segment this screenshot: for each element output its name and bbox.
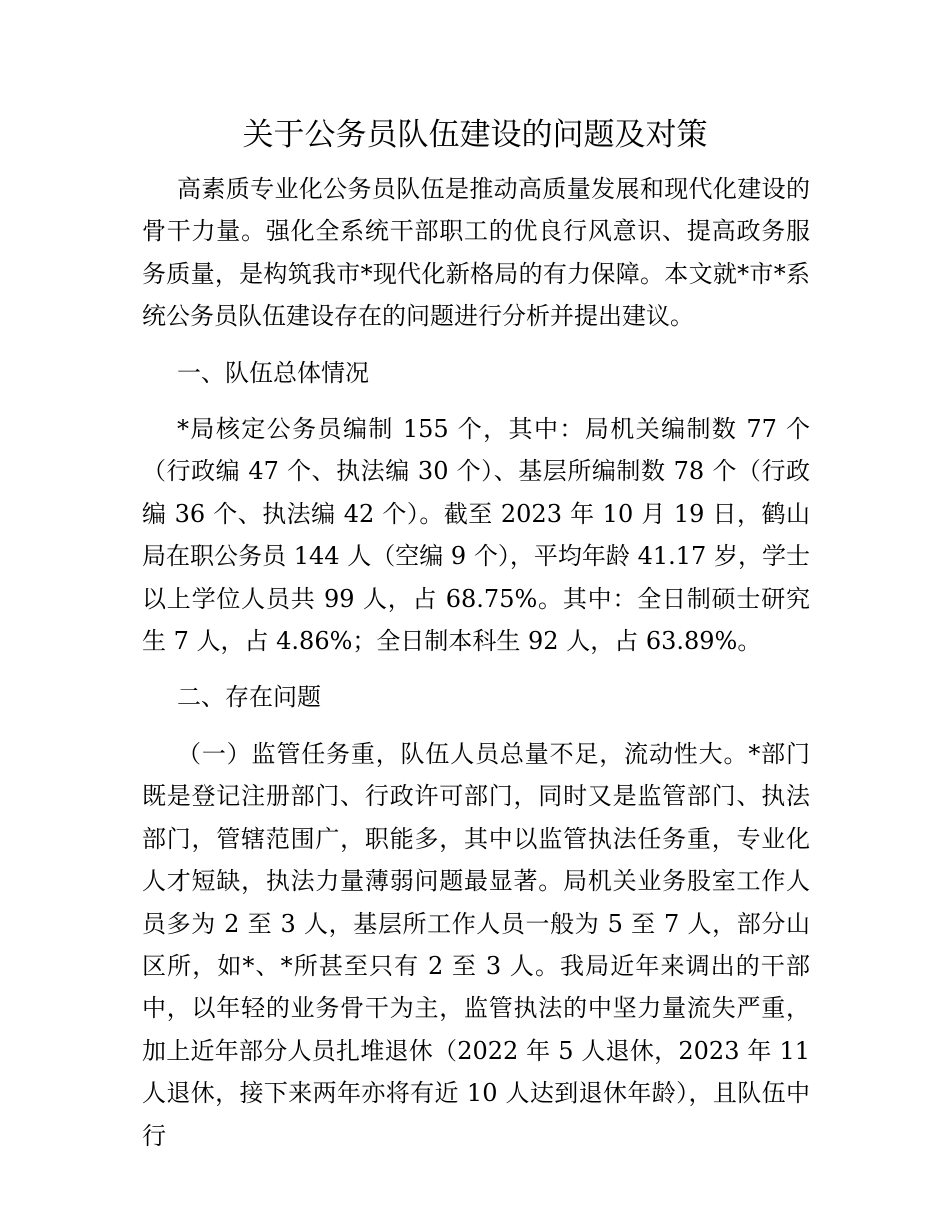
document-body [142, 168, 810, 1157]
intro-paragraph: 高素质专业化公务员队伍是推动高质量发展和现代化建设的骨干力量。强化全系统干部职工的优良行风意识、提高政务服务质量，是构筑我市*现代化新格局的有力保障。本文就*市*系统公务员队伍建设存在的问题进行分析并提出建议。 [142, 175, 810, 331]
section-heading-overview: 一、队伍总体情况 [177, 358, 369, 387]
problem-paragraph-1: （一）监管任务重，队伍人员总量不足，流动性大。*部门既是登记注册部门、行政许可部门，同时又是监管部门、执法部门，管辖范围广，职能多，其中以监管执法任务重，专业化人才短缺，执法力量薄弱问题最显著。局机关业务股室工作人员多为 2 至 3 人，基层所工作人员一般为 5 至 7 人，部分山区所，如*、*所甚至只有 2 至 3 人。我局近年来调出的干部中，以年轻的业务骨干为主，监管执法的中坚力量流失严重，加上近年部分人员扎堆退休（2022 年 5 人退休，2023 年 11 人退休，接下来两年亦将有近 10 人达到退休年龄），且队伍中行 [142, 739, 810, 1150]
overview-paragraph: *局核定公务员编制 155 个，其中：局机关编制数 77 个（行政编 47 个、执法编 30 个）、基层所编制数 78 个（行政编 36 个、执法编 42 个）。截至 2023 年 10 月 19 日，鹤山局在职公务员 144 人（空编 9 个），平均年龄 41.17 岁，学士以上学位人员共 99 人，占 68.75%。其中：全日制硕士研究生 7 人，占 4.86%；全日制本科生 92 人，占 63.89%。 [142, 415, 810, 656]
document-title: 关于公务员队伍建设的问题及对策 [242, 117, 708, 153]
section-heading-problems: 二、存在问题 [177, 683, 321, 712]
